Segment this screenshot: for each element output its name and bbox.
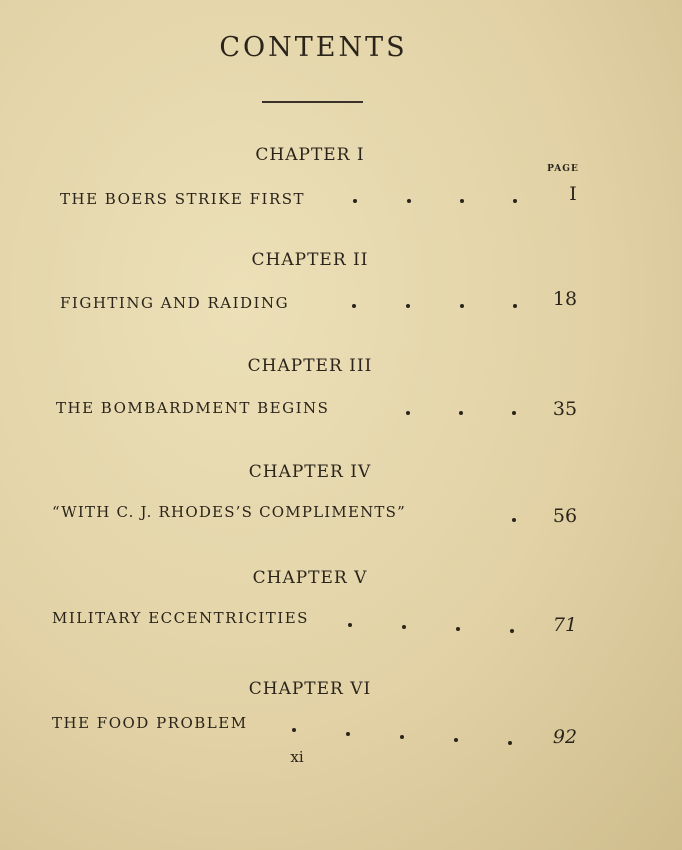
chapter-label: CHAPTER III (247, 356, 373, 376)
leader-dot (402, 625, 406, 629)
leader-dot (353, 199, 357, 203)
leader-dot (406, 411, 410, 415)
leader-dot (513, 304, 517, 308)
chapter-title: THE BOMBARDMENT BEGINS (56, 399, 330, 417)
leader-dot (348, 623, 352, 627)
page-number: 18 (552, 288, 578, 310)
leader-dot (460, 304, 464, 308)
page-number: I (569, 183, 577, 205)
chapter-label: CHAPTER IV (248, 462, 372, 482)
chapter-title: “WITH C. J. RHODES’S COMPLIMENTS” (52, 503, 406, 521)
page-number: 56 (552, 505, 578, 527)
contents-heading: CONTENTS (219, 32, 408, 63)
page-number: 71 (552, 614, 578, 636)
leader-dot (513, 199, 517, 203)
leader-dot (346, 732, 350, 736)
page-folio: xi (290, 748, 304, 766)
chapter-title: THE BOERS STRIKE FIRST (60, 190, 306, 208)
leader-dot (454, 738, 458, 742)
chapter-label: CHAPTER VI (248, 679, 372, 699)
leader-dot (510, 629, 514, 633)
leader-dot (352, 304, 356, 308)
chapter-title: FIGHTING AND RAIDING (60, 294, 290, 312)
leader-dot (456, 627, 460, 631)
chapter-title: MILITARY ECCENTRICITIES (52, 609, 309, 627)
leader-dot (407, 199, 411, 203)
page-number: 35 (552, 398, 578, 420)
leader-dot (512, 411, 516, 415)
leader-dot (406, 304, 410, 308)
chapter-label: CHAPTER II (251, 250, 369, 270)
leader-dot (460, 199, 464, 203)
leader-dot (508, 741, 512, 745)
leader-dot (400, 735, 404, 739)
chapter-title: THE FOOD PROBLEM (52, 714, 248, 732)
chapter-label: CHAPTER V (252, 568, 368, 588)
leader-dot (512, 518, 516, 522)
chapter-label: CHAPTER I (255, 145, 365, 165)
leader-dot (292, 728, 296, 732)
page-number: 92 (552, 726, 578, 748)
heading-rule (262, 101, 363, 103)
leader-dot (459, 411, 463, 415)
page-column-label: PAGE (547, 164, 579, 174)
